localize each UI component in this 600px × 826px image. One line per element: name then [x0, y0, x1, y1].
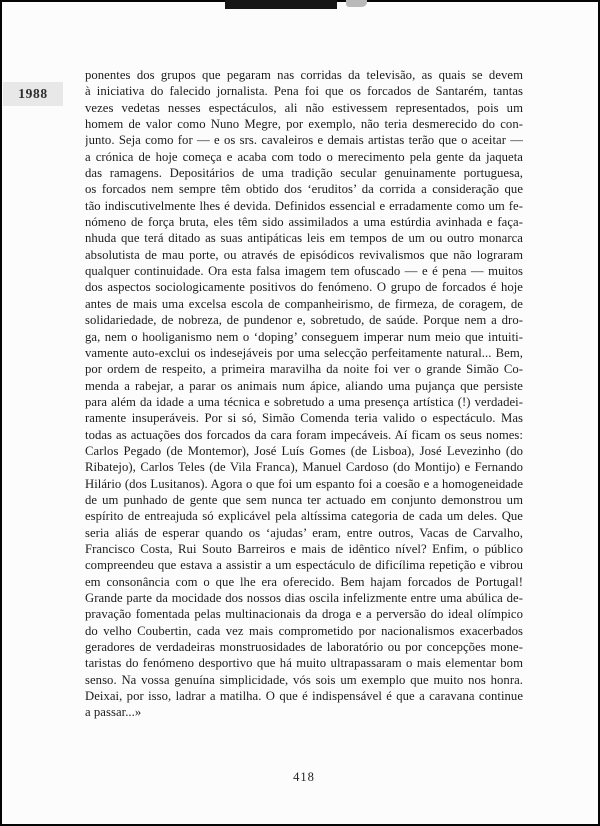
text-line: dos aspectos sociologicamente positivos do fenómeno. O grupo de forcados é hoje: [85, 280, 523, 295]
text-line: ramente insuperáveis. Por si só, Simão Comenda teria valido o espectáculo. Mas: [85, 411, 523, 426]
text-line: espírito de entreajuda só explicável pela altíssima categoria de cada um deles. Que: [85, 509, 523, 524]
scan-smudge-artifact: [346, 0, 367, 7]
text-line: tão indiscutivelmente lhes é devida. Definidos essencial e erradamente como um fe-: [85, 198, 523, 213]
text-line: vamente auto-exclui os indesejáveis por uma selecção perfeitamente natural... Bem,: [85, 345, 523, 360]
text-line: Francisco Costa, Rui Souto Barreiros e mais de idêntico nível? Enfim, o público: [85, 541, 523, 556]
text-line: taristas do fenómeno desportivo que há muito ultrapassaram o mais elementar bom: [85, 656, 523, 671]
text-line: senso. Na vossa genuína simplicidade, vós sois um exemplo que muito nos honra.: [85, 672, 523, 687]
text-line: absolutista de mau porte, ou através de episódicos revivalismos que não lograram: [85, 247, 523, 262]
text-line: vezes vedetas nesses espectáculos, ali não estivessem representados, pois um: [85, 100, 523, 115]
text-line: nómeno de força bruta, eles têm sido assimilados a uma estúrdia avinhada e faça-: [85, 215, 523, 230]
text-line: das ramagens. Depositários de uma tradição secular genuinamente portuguesa,: [85, 166, 523, 181]
text-line: qualquer continuidade. Ora esta falsa imagem tem ofuscado — e é pena — muitos: [85, 264, 523, 279]
text-line: nhuda que terá ditado as suas antipáticas leis em tempos de um ou outro monarca: [85, 231, 523, 246]
text-line: solidariedade, de nobreza, de pundenor e, sobretudo, de saúde. Porque nem a dro-: [85, 313, 523, 328]
text-line: ponentes dos grupos que pegaram nas corridas da televisão, as quais se devem: [85, 68, 523, 82]
text-line: à iniciativa do falecido jornalista. Pena foi que os forcados de Santarém, tantas: [85, 84, 523, 99]
text-line: ga, nem o hooliganismo nem o ‘doping’ conseguem imperar num meio que intuiti-: [85, 329, 523, 344]
text-line: para além da idade a uma técnica e sobretudo a uma presença artística (!) verdadei-: [85, 394, 523, 409]
text-line: Carlos Pegado (de Montemor), José Luís Gomes (de Lisboa), José Levezinho (do: [85, 443, 523, 458]
text-line: todas as actuações dos forcados da cara foram impecáveis. Aí ficam os seus nomes:: [85, 427, 523, 442]
text-line: geradores de verdadeiras monstruosidades de laboratório ou por concepções mone-: [85, 640, 523, 655]
scan-header-band: [225, 0, 337, 9]
text-line: menda a rabejar, a parar os animais num ápice, aliando uma pujança que persiste: [85, 378, 523, 393]
year-label: 1988: [18, 86, 48, 101]
text-line: Ribatejo), Carlos Teles (de Vila Franca), Manuel Cardoso (do Montijo) e Fernando: [85, 460, 523, 475]
text-line: compreendeu que estava a assistir a um espectáculo de dificílima repetição e vibrou: [85, 558, 523, 573]
text-line: por ordem de respeito, a primeira maravilha da noite foi ver o grande Simão Co-: [85, 362, 523, 377]
text-line: a passar...»: [85, 705, 142, 720]
text-line: homem de valor como Nuno Megre, por exemplo, não teria desmerecido do con-: [85, 117, 523, 132]
text-line: antes de mais uma excelsa escola de companheirismo, de firmeza, de coragem, de: [85, 296, 523, 311]
text-line: os forcados nem sempre têm obtido dos ‘eruditos’ da corrida a consideração que: [85, 182, 523, 197]
text-line: junto. Seja como for — e os srs. cavaleiros e demais artistas terão que o aceitar —: [85, 133, 523, 148]
article-text: [85, 67, 523, 721]
text-line: em consonância com o que lhe era oferecido. Bem hajam forcados de Portugal!: [85, 574, 523, 589]
text-line: Deixai, por isso, ladrar a matilha. O que é indispensável é que a caravana continue: [85, 689, 523, 704]
text-line: seria aliás de esperar quando os ‘ajudas’ eram, entre outros, Vacas de Carvalho,: [85, 525, 523, 540]
text-line: Grande parte da mocidade dos nossos dias oscila infelizmente entre uma abúlica de-: [85, 591, 523, 605]
text-line: a crónica de hoje começa e acaba com todo o merecimento pela gente da jaqueta: [85, 149, 523, 164]
text-line: Hilário (dos Lusitanos). Agora o que foi um espanto foi a coesão e a homogeneidade: [85, 476, 523, 491]
text-line: de um punhado de gente que sem nunca ter actuado em conjunto demonstrou um: [85, 492, 523, 507]
year-marker-tab: [3, 82, 63, 106]
page-number: 418: [293, 770, 315, 784]
text-line: pravação fomentada pelas multinacionais da droga e a perversão do ideal olímpico: [85, 607, 523, 622]
text-line: do velho Coubertin, cada vez mais comprometido por nacionalismos exacerbados: [85, 623, 523, 638]
